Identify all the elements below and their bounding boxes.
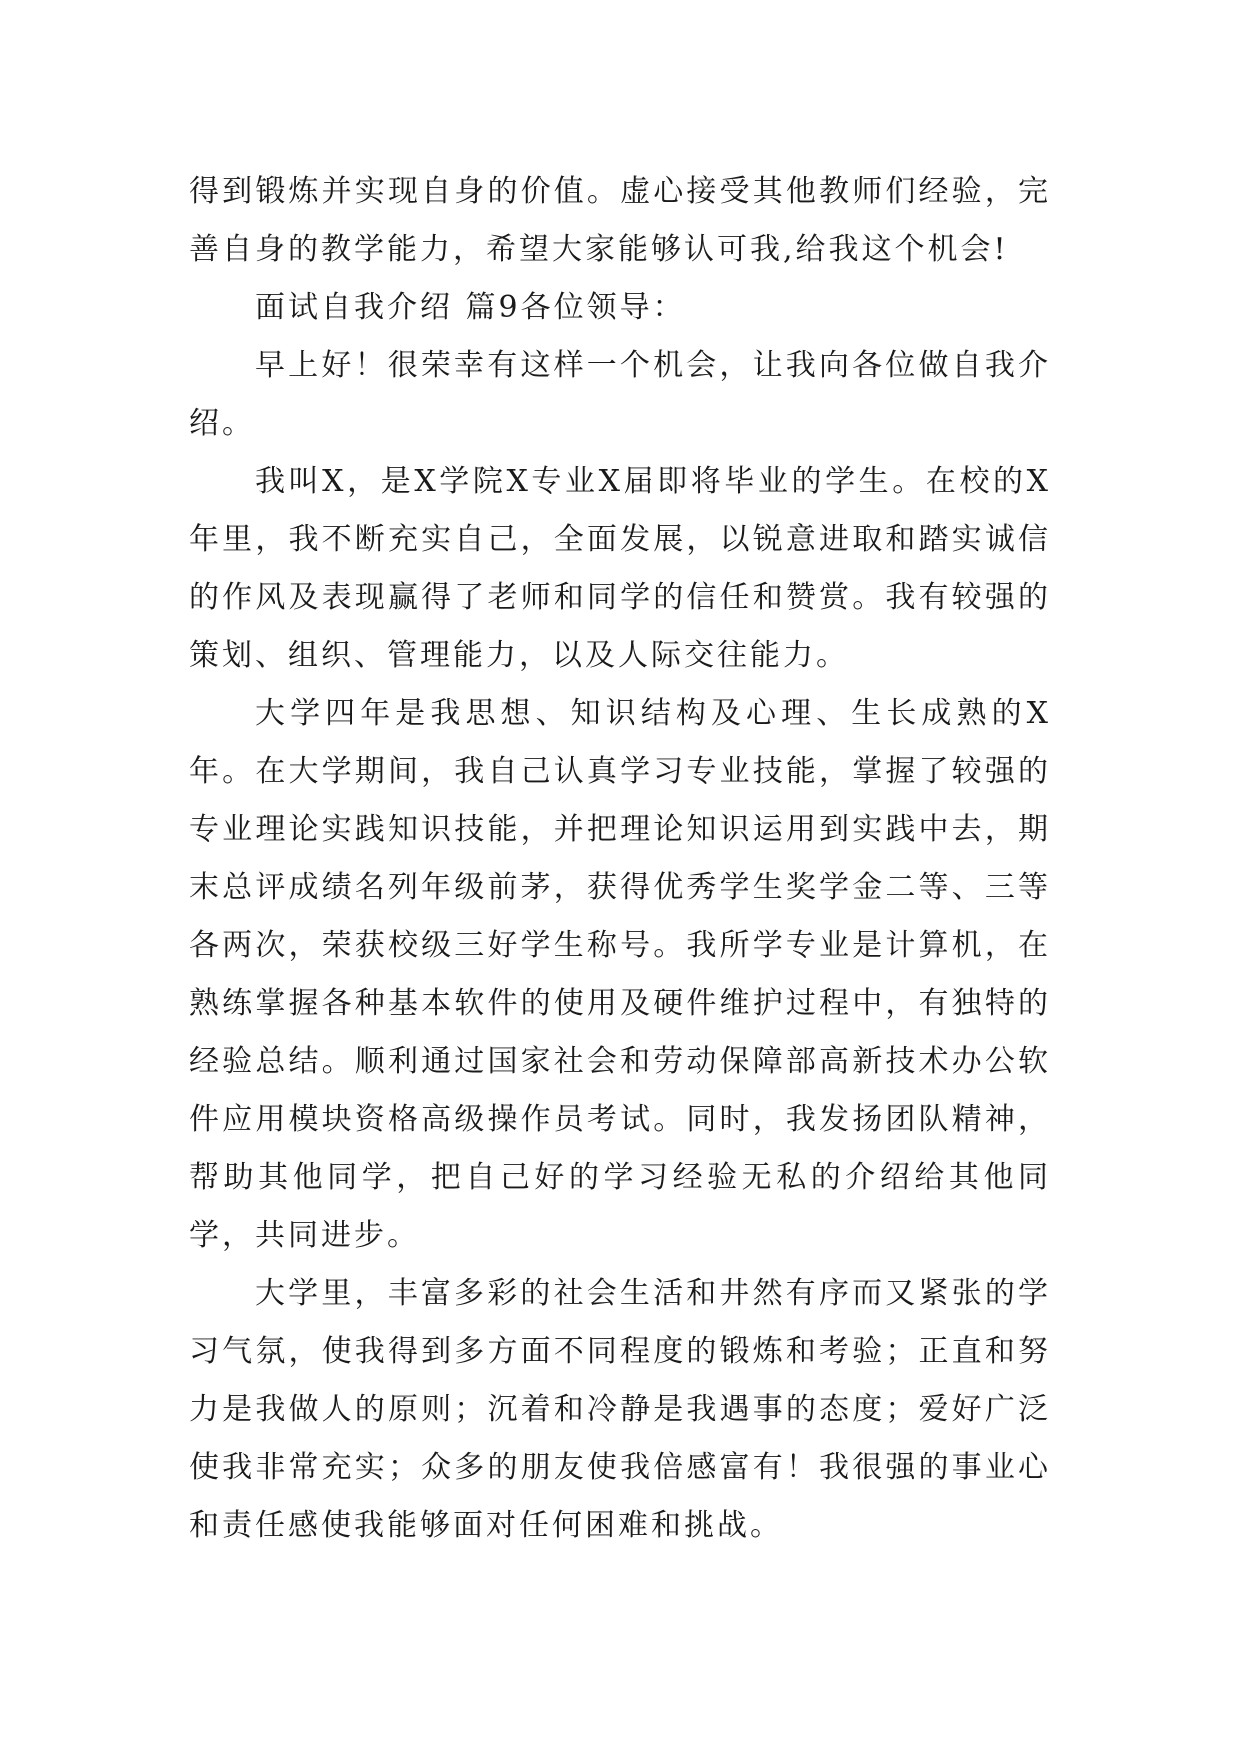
paragraph-university-life: 大学里，丰富多彩的社会生活和井然有序而又紧张的学习气氛，使我得到多方面不同程度的锻炼和考验；正直和努力是我做人的原则；沉着和冷静是我遇事的态度；爱好广泛使我非常充实；众多的朋友使我倍感富有！我很强的事业心和责任感使我能够面对任何困难和挑战。 [189,1276,1051,1543]
document-body [189,163,1051,1555]
paragraph-university-study: 大学四年是我思想、知识结构及心理、生长成熟的X年。在大学期间，我自己认真学习专业技能，掌握了较强的专业理论实践知识技能，并把理论知识运用到实践中去，期末总评成绩名列年级前茅，获得优秀学生奖学金二等、三等各两次，荣获校级三好学生称号。我所学专业是计算机，在熟练掌握各种基本软件的使用及硬件维护过程中，有独特的经验总结。顺利通过国家社会和劳动保障部高新技术办公软件应用模块资格高级操作员考试。同时，我发扬团队精神，帮助其他同学，把自己好的学习经验无私的介绍给其他同学，共同进步。 [189,696,1051,1253]
paragraph-introduction: 我叫X，是X学院X专业X届即将毕业的学生。在校的X年里，我不断充实自己，全面发展，以锐意进取和踏实诚信的作风及表现赢得了老师和同学的信任和赞赏。我有较强的策划、组织、管理能力，以及人际交往能力。 [189,464,1051,673]
paragraph-continued: 得到锻炼并实现自身的价值。虚心接受其他教师们经验，完善自身的教学能力，希望大家能够认可我,给我这个机会! [189,174,1051,267]
section-heading: 面试自我介绍 篇9各位领导： [255,290,686,325]
paragraph-greeting: 早上好！很荣幸有这样一个机会，让我向各位做自我介绍。 [189,348,1051,441]
